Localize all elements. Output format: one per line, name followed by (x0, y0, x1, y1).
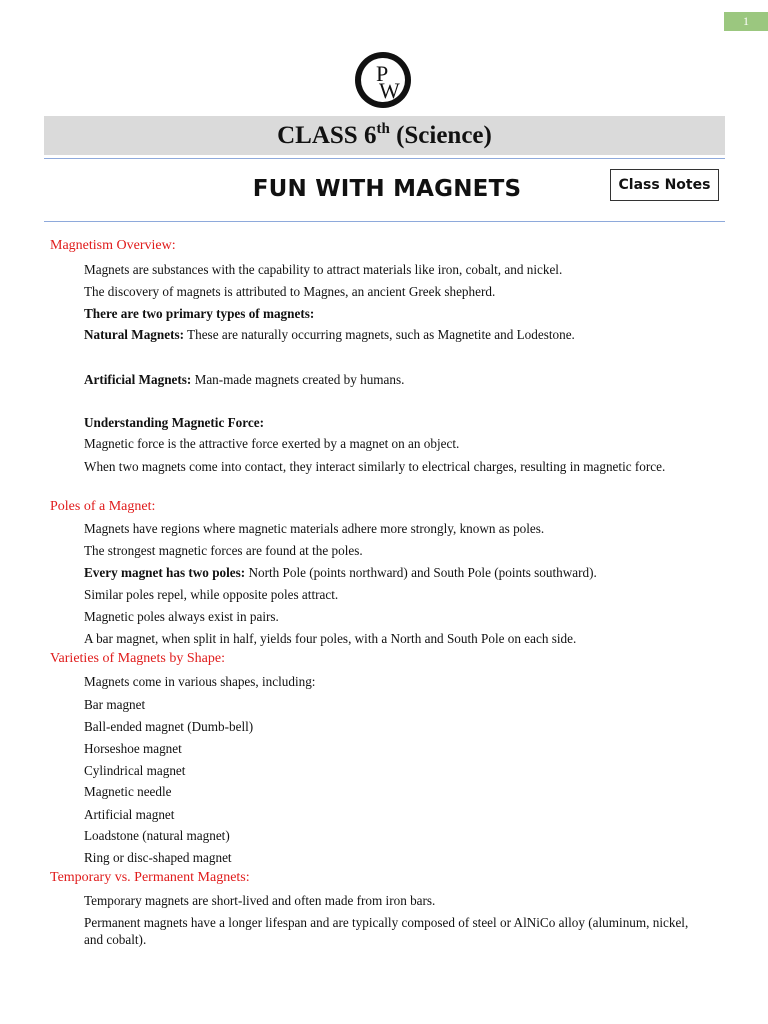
temp-perm-line-1: Temporary magnets are short-lived and often made from iron bars. (84, 893, 436, 908)
svg-text:W: W (379, 78, 400, 103)
class-title-band (44, 116, 725, 155)
natural-magnets-label: Natural Magnets: (84, 327, 184, 342)
temp-perm-line-2: Permanent magnets have a longer lifespan and are typically composed of steel or AlNiCo alloy (aluminum, nickel, and cobalt). (84, 915, 689, 947)
section-heading-overview: Magnetism Overview: (50, 238, 176, 253)
list-item: Horseshoe magnet (84, 741, 182, 756)
two-types-line: There are two primary types of magnets: (84, 306, 315, 321)
shapes-intro: Magnets come in various shapes, including: (84, 674, 316, 689)
list-item: Loadstone (natural magnet) (84, 828, 230, 843)
section-heading-poles: Poles of a Magnet: (50, 499, 156, 514)
overview-line-1: Magnets are substances with the capability to attract materials like iron, cobalt, and nickel. (84, 262, 563, 277)
list-item: Bar magnet (84, 697, 146, 712)
divider-top (44, 158, 725, 159)
natural-magnets-line (84, 326, 694, 343)
artificial-magnets-text: Man-made magnets created by humans. (191, 372, 405, 387)
force-line-1: Magnetic force is the attractive force exerted by a magnet on an object. (84, 436, 460, 451)
pw-logo (354, 51, 412, 109)
poles-line-2: The strongest magnetic forces are found at the poles. (84, 543, 363, 558)
class-label: CLASS 6 (277, 122, 377, 149)
list-item: Ring or disc-shaped magnet (84, 850, 232, 865)
class-notes-badge: Class Notes (610, 169, 719, 201)
chapter-title: FUN WITH MAGNETS (252, 176, 522, 202)
artificial-magnets-line (84, 371, 694, 388)
two-poles-label: Every magnet has two poles: (84, 565, 246, 580)
svg-text:P: P (376, 61, 389, 86)
poles-line-4: Similar poles repel, while opposite poles attract. (84, 587, 339, 602)
list-item: Magnetic needle (84, 784, 172, 799)
page-number-badge: 1 (724, 12, 768, 31)
subject-label: (Science) (396, 122, 492, 149)
list-item: Cylindrical magnet (84, 763, 186, 778)
divider-bottom (44, 221, 725, 222)
poles-line-1: Magnets have regions where magnetic materials adhere more strongly, known as poles. (84, 521, 545, 536)
overview-line-2: The discovery of magnets is attributed to Magnes, an ancient Greek shepherd. (84, 284, 496, 299)
poles-line-6: A bar magnet, when split in half, yields four poles, with a North and South Pole on each side. (84, 631, 577, 646)
list-item: Ball-ended magnet (Dumb-bell) (84, 719, 254, 734)
force-heading: Understanding Magnetic Force: (84, 415, 264, 430)
poles-line-3 (84, 564, 694, 581)
class-sup: th (376, 121, 390, 137)
list-item: Artificial magnet (84, 807, 175, 822)
natural-magnets-text: These are naturally occurring magnets, such as Magnetite and Lodestone. (184, 327, 575, 342)
artificial-magnets-label: Artificial Magnets: (84, 372, 192, 387)
two-poles-text: North Pole (points northward) and South Pole (points southward). (245, 565, 597, 580)
force-line-2: When two magnets come into contact, they interact similarly to electrical charges, resulting in magnetic force. (84, 459, 666, 474)
section-heading-temp-perm: Temporary vs. Permanent Magnets: (50, 870, 250, 885)
section-heading-shapes: Varieties of Magnets by Shape: (50, 651, 225, 666)
poles-line-5: Magnetic poles always exist in pairs. (84, 609, 279, 624)
